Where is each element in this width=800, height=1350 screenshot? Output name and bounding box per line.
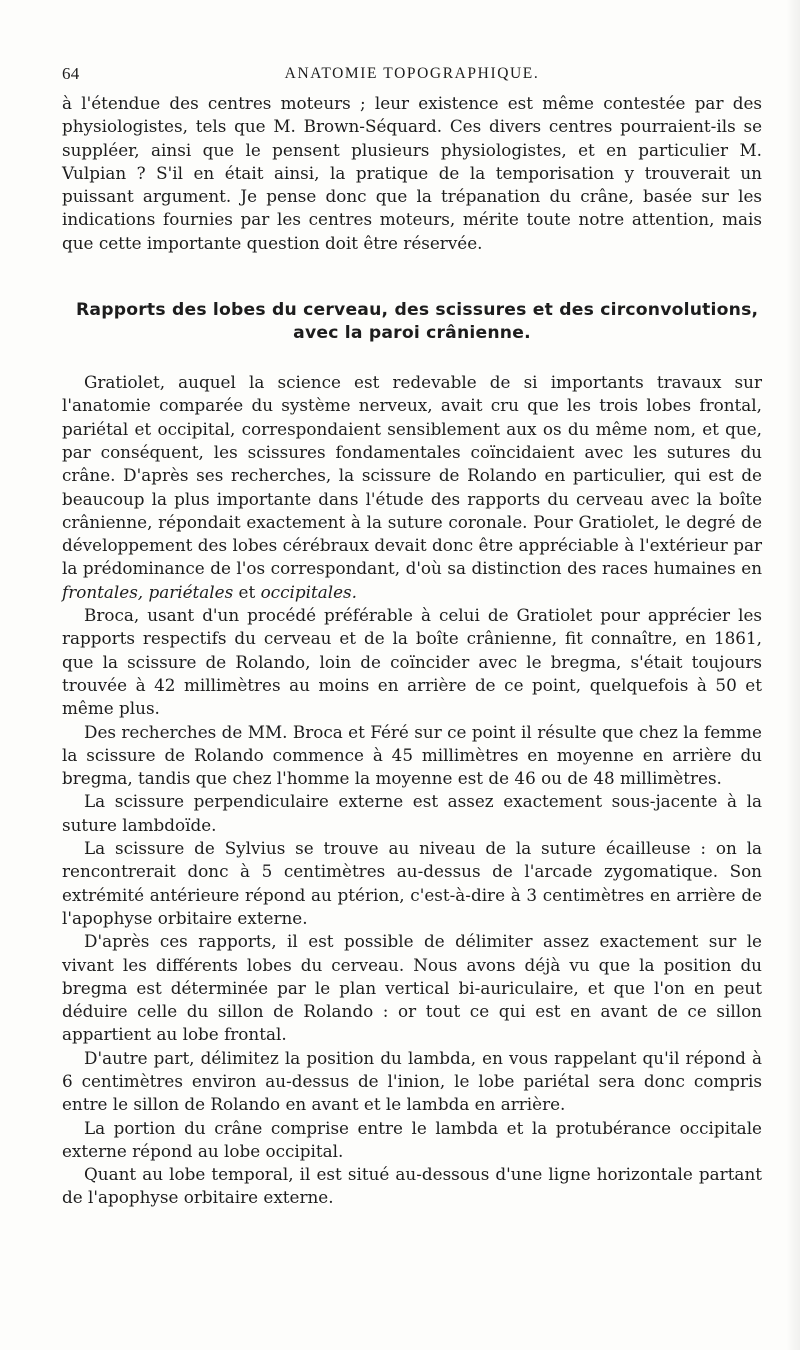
- paragraph-scissure-perpendiculaire: La scissure perpendiculaire externe est assez exactement sous-jacente à la suture lambdoïde.: [62, 791, 762, 835]
- paragraph-gratiolet: [62, 371, 762, 604]
- paragraph-gratiolet-text: Gratiolet, auquel la science est redevable de si importants travaux sur l'anatomie comparée du système nerveux, avait cru que les trois lobes frontal, pariétal et occipital, correspondaient sensiblement aux os du même nom, et que, par conséquent, les scissures fondamentales coïncidaient avec les sutures du crâne. D'après ses recherches, la scissure de Rolando en particulier, qui est de beaucoup la plus importante dans l'étude des rapports du cerveau avec la boîte crânienne, répondait exactement à la suture coronale. Pour Gratiolet, le degré de développement des lobes cérébraux devait donc être appréciable à l'extérieur par la prédominance de l'os correspondant, d'où sa distinction des races humaines en: [62, 372, 762, 579]
- page-body: [62, 92, 762, 1210]
- section-heading: [62, 299, 762, 345]
- page-edge-shadow: [786, 0, 800, 1350]
- italic-occipitales: occipitales.: [260, 581, 357, 602]
- paragraph-delimiter-lobes: D'après ces rapports, il est possible de délimiter assez exactement sur le vivant les différents lobes du cerveau. Nous avons déjà vu que la position du bregma est déterminée par le plan vertical bi-auriculaire, et que l'on en peut déduire celle du sillon de Rolando : or tout ce qui est en avant de ce sillon appartient au lobe frontal.: [62, 931, 762, 1045]
- continued-paragraph: à l'étendue des centres moteurs ; leur existence est même contestée par des physiologistes, tels que M. Brown-Séquard. Ces divers centres pourraient-ils se suppléer, ainsi que le pensent plusieurs physiologistes, et en particulier M. Vulpian ? S'il en était ainsi, la pratique de la temporisation y trouverait un puissant argument. Je pense donc que la trépanation du crâne, basée sur les indications fournies par les centres moteurs, mérite toute notre attention, mais que cette importante question doit être réservée.: [62, 93, 762, 253]
- paragraph-broca-fere: Des recherches de MM. Broca et Féré sur ce point il résulte que chez la femme la scissure de Rolando commence à 45 millimètres en moyenne en arrière du bregma, tandis que chez l'homme la moyenne est de 46 ou de 48 millimètres.: [62, 721, 762, 789]
- conjunction-et: et: [238, 581, 256, 602]
- running-title: ANATOMIE TOPOGRAPHIQUE.: [284, 65, 540, 82]
- paragraph-broca: Broca, usant d'un procédé préférable à celui de Gratiolet pour apprécier les rapports respectifs du cerveau et de la boîte crânienne, fit connaître, en 1861, que la scissure de Rolando, loin de coïncider avec le bregma, s'était toujours trouvée à 42 millimètres au moins en arrière de ce point, quelquefois à 50 et même plus.: [62, 605, 762, 719]
- page-header: [62, 64, 762, 88]
- section-heading-line-2: avec la paroi crânienne.: [293, 323, 531, 344]
- italic-frontales-parietales: frontales, pariétales: [62, 581, 234, 602]
- section-heading-line-1: Rapports des lobes du cerveau, des scissures et des circonvolutions,: [76, 300, 759, 321]
- paragraph-lobe-temporal: Quant au lobe temporal, il est situé au-dessous d'une ligne horizontale partant de l'apophyse orbitaire externe.: [62, 1164, 762, 1208]
- paragraph-scissure-sylvius: La scissure de Sylvius se trouve au niveau de la suture écailleuse : on la rencontrerait donc à 5 centimètres au-dessus de l'arcade zygomatique. Son extrémité antérieure répond au ptérion, c'est-à-dire à 3 centimètres en arrière de l'apophyse orbitaire externe.: [62, 838, 762, 928]
- page-number: 64: [62, 64, 80, 83]
- paragraph-lobe-occipital: La portion du crâne comprise entre le lambda et la protubérance occipitale externe répond au lobe occipital.: [62, 1117, 762, 1161]
- paragraph-lambda: D'autre part, délimitez la position du lambda, en vous rappelant qu'il répond à 6 centimètres environ au-dessus de l'inion, le lobe pariétal sera donc compris entre le sillon de Rolando en avant et le lambda en arrière.: [62, 1047, 762, 1115]
